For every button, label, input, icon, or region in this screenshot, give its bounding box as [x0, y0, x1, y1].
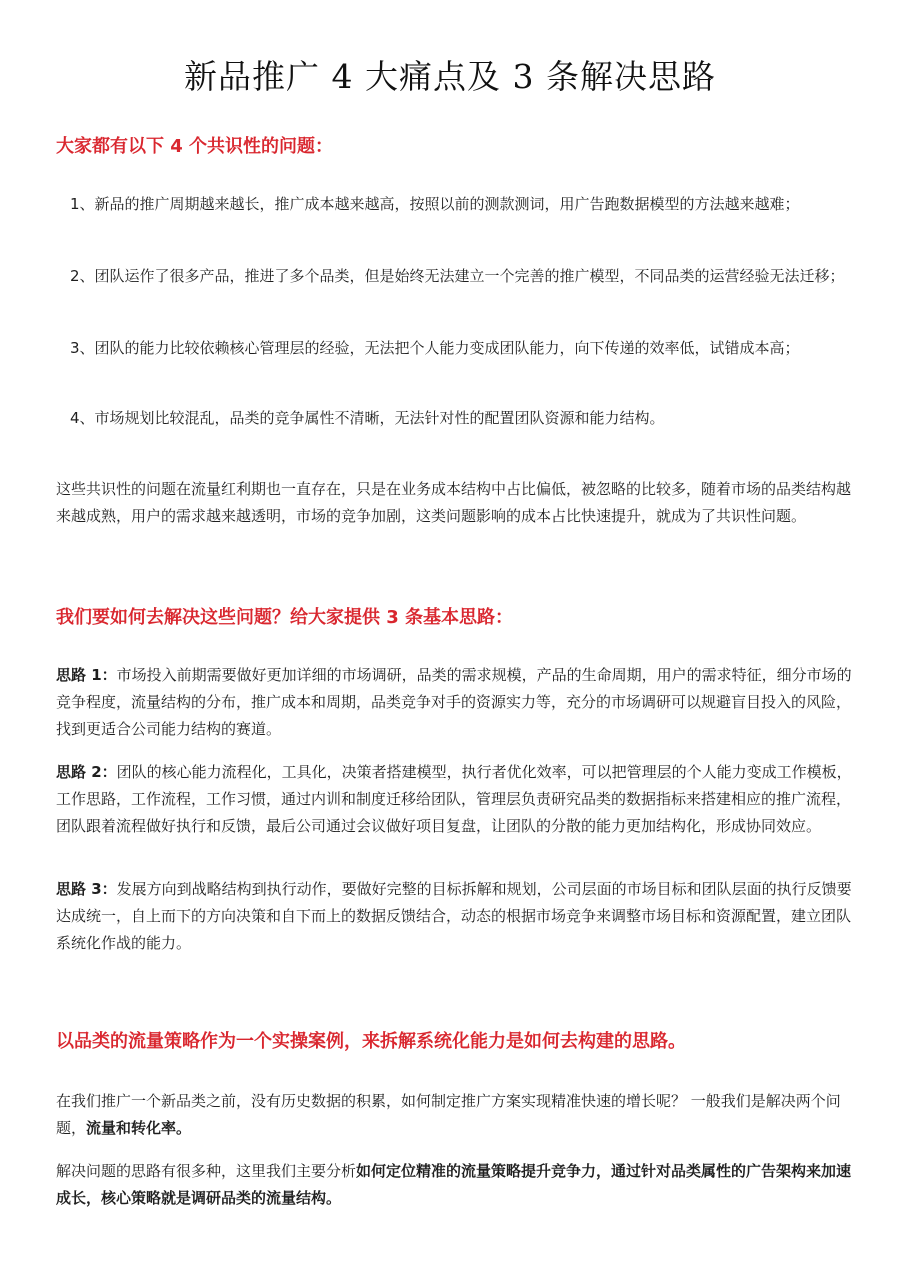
idea-3	[56, 876, 856, 957]
section3-p2-text: 解决问题的思路有很多种，这里我们主要分析	[56, 1162, 357, 1180]
problem-item-1: 1、新品的推广周期越来越长，推广成本越来越高，按照以前的测款测词，用广告跑数据模型的方法越来越难；	[70, 195, 800, 213]
section3-paragraph-2	[56, 1158, 856, 1212]
section3-p1-text: 在我们推广一个新品类之前，没有历史数据的积累，如何制定推广方案实现精准快速的增长呢？ 一般我们是解决两个问题，	[56, 1092, 841, 1137]
idea-2-label: 思路 2：	[56, 763, 117, 781]
problem-item-3: 3、团队的能力比较依赖核心管理层的经验，无法把个人能力变成团队能力，向下传递的效率低，试错成本高；	[70, 339, 800, 357]
idea-1	[56, 662, 856, 743]
section1-heading: 大家都有以下 4 个共识性的问题：	[56, 136, 334, 157]
problem-item-4: 4、市场规划比较混乱，品类的竞争属性不清晰，无法针对性的配置团队资源和能力结构。	[70, 409, 665, 427]
idea-2-text: 团队的核心能力流程化，工具化，决策者搭建模型，执行者优化效率，可以把管理层的个人能力变成工作模板，工作思路，工作流程，工作习惯，通过内训和制度迁移给团队，管理层负责研究品类的数据指标来搭建相应的推广流程，团队跟着流程做好执行和反馈，最后公司通过会议做好项目复盘，让团队的分散的能力更加结构化，形成协同效应。	[56, 763, 852, 835]
idea-3-text: 发展方向到战略结构到执行动作，要做好完整的目标拆解和规划，公司层面的市场目标和团队层面的执行反馈要达成统一，自上而下的方向决策和自下而上的数据反馈结合，动态的根据市场竞争来调整市场目标和资源配置，建立团队系统化作战的能力。	[56, 880, 852, 952]
idea-1-label: 思路 1：	[56, 666, 117, 684]
section3-p1-bold: 流量和转化率。	[86, 1119, 192, 1137]
section3-p2-bold: 如何定位精准的流量策略提升竞争力，通过针对品类属性的广告架构来加速成长，核心策略就是调研品类的流量结构。	[56, 1162, 852, 1207]
page-title: 新品推广 4 大痛点及 3 条解决思路	[184, 57, 716, 96]
section3-paragraph-1	[56, 1088, 856, 1142]
idea-3-label: 思路 3：	[56, 880, 117, 898]
idea-1-text: 市场投入前期需要做好更加详细的市场调研，品类的需求规模，产品的生命周期，用户的需求特征，细分市场的竞争程度，流量结构的分布，推广成本和周期，品类竞争对手的资源实力等，充分的市场调研可以规避盲目投入的风险，找到更适合公司能力结构的赛道。	[56, 666, 852, 738]
section1-summary: 这些共识性的问题在流量红利期也一直存在，只是在业务成本结构中占比偏低，被忽略的比较多，随着市场的品类结构越来越成熟，用户的需求越来越透明，市场的竞争加剧，这类问题影响的成本占比快速提升，就成为了共识性问题。	[56, 480, 852, 525]
section2-heading: 我们要如何去解决这些问题？给大家提供 3 条基本思路：	[56, 607, 514, 628]
idea-2	[56, 759, 856, 840]
section3-heading: 以品类的流量策略作为一个实操案例，来拆解系统化能力是如何去构建的思路。	[56, 1031, 686, 1052]
problem-item-2: 2、团队运作了很多产品，推进了多个品类，但是始终无法建立一个完善的推广模型，不同品类的运营经验无法迁移；	[70, 267, 845, 285]
